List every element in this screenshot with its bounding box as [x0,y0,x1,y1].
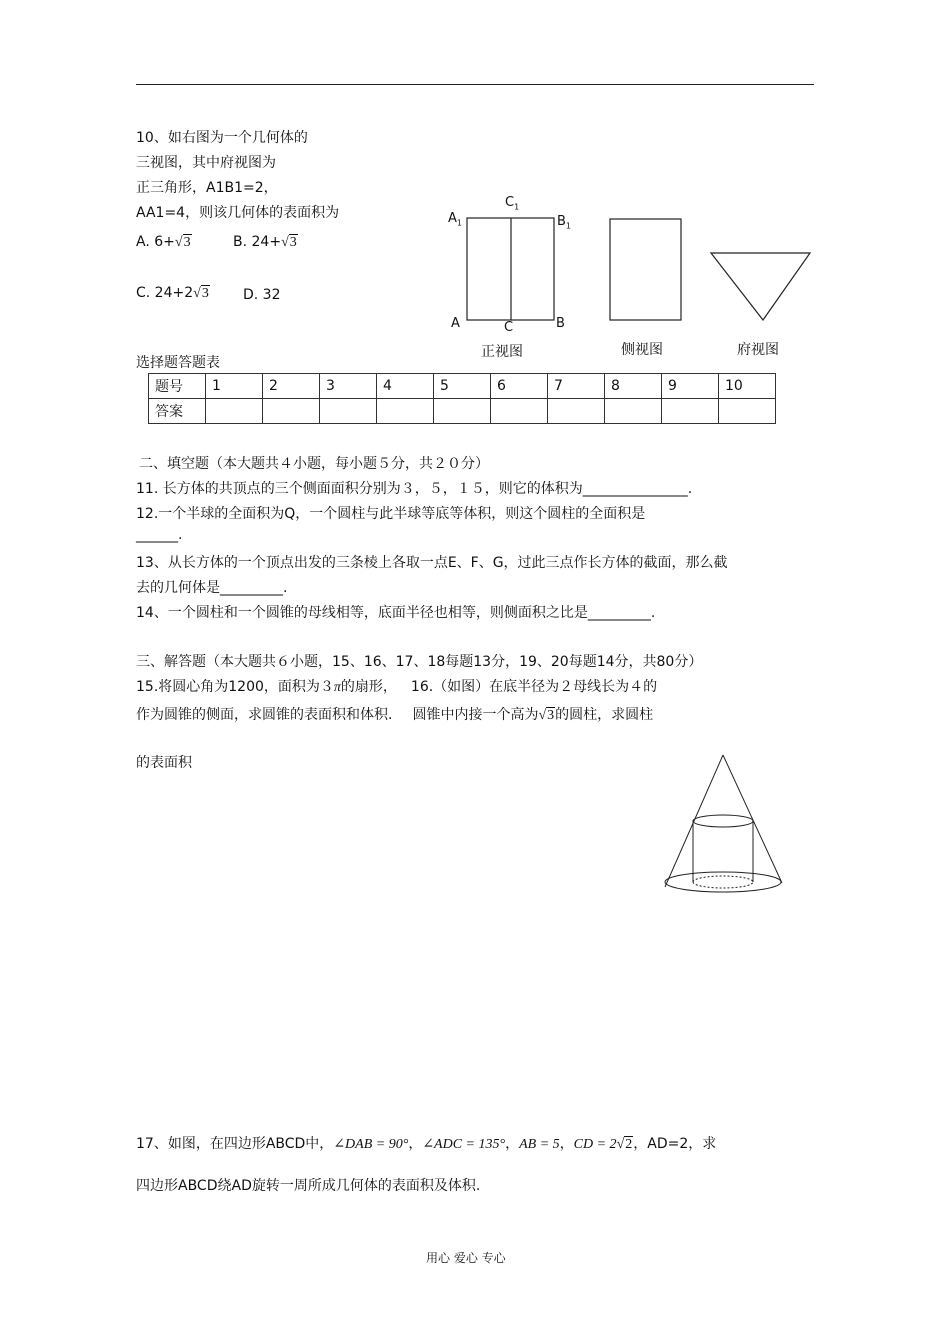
q17-ab: AB = 5 [519,1137,560,1152]
label-C: C [504,320,514,335]
top-view-caption: 府视图 [737,342,779,358]
q13-text-line2: 去的几何体是_________. [136,580,288,596]
option-b-text: B. 24+ [233,234,282,250]
answer-cell[interactable] [719,399,776,424]
answer-cell[interactable] [434,399,491,424]
sqrt-arg: 3 [183,235,191,250]
side-view-caption: 侧视图 [621,342,663,358]
col-number: 2 [263,374,320,399]
cone-left-edge [665,755,723,887]
q15-part1: 15.将圆心角为1200，面积为３ [136,679,334,695]
cylinder-base-back [693,876,753,882]
row-label-number: 题号 [149,374,206,399]
sqrt-arg: 2 [625,1137,633,1152]
label-A1 [448,211,462,228]
q16-line2-a: 圆锥中内接一个高为 [412,707,539,723]
front-view-caption: 正视图 [481,344,523,360]
answer-table-row-numbers [149,374,776,399]
side-view-rect [610,219,681,320]
sqrt-3: √3 [174,235,191,250]
answer-table-row-answers [149,399,776,424]
answer-cell[interactable] [206,399,263,424]
sqrt-arg: 3 [547,708,555,723]
q16-line3: 的表面积 [136,755,192,771]
q17-angle-dab: ∠DAB = 90° [333,1137,409,1152]
label-B1-sub: 1 [565,221,572,231]
q10-option-a [136,234,192,251]
q10-line2: 三视图，其中府视图为 [136,155,276,171]
col-number: 7 [548,374,605,399]
answer-cell[interactable] [491,399,548,424]
label-B: B [556,316,565,331]
sqrt-3: √3 [193,286,209,301]
q17-angle-adc: ∠ADC = 135° [422,1137,506,1152]
q10-line3: 正三角形，A1B1=2， [136,180,278,196]
answer-table-title: 选择题答题表 [136,355,220,371]
q15-line2 [136,704,653,724]
option-c-text: C. 24+2 [136,285,194,301]
q15-line1 [136,676,657,696]
col-number: 4 [377,374,434,399]
label-C1-sub: 1 [514,202,520,212]
col-number: 10 [719,374,776,399]
answer-cell[interactable] [320,399,377,424]
q15-part2: 的扇形， [340,679,397,695]
sqrt-arg: 3 [289,235,297,250]
header-rule [136,84,814,85]
q12-text-line2: ______. [136,527,183,543]
label-A: A [451,316,460,331]
label-A1-sub: 1 [456,218,462,228]
cone-base [665,872,781,892]
answer-cell[interactable] [605,399,662,424]
answer-cell[interactable] [263,399,320,424]
col-number: 3 [320,374,377,399]
label-B1-main: B [557,214,566,229]
q16-part1: 16.（如图）在底半径为２母线长为４的 [410,679,658,695]
q17-line1: 17、如图，在四边形ABCD中，∠DAB = 90°，∠ADC = 135°，AB = 5，CD = 2√2，AD=2，求 [136,1136,717,1152]
sqrt-3: √3 [281,235,297,250]
label-A1-main: A [448,211,457,226]
sqrt-arg: 3 [201,286,209,301]
q14-text: 14、一个圆柱和一个圆锥的母线相等，底面半径也相等，则侧面积之比是_________. [136,605,656,621]
q10-option-b [233,234,298,251]
row-label-answer: 答案 [149,399,206,424]
q17-pre: 17、如图，在四边形ABCD中， [136,1136,334,1152]
answer-cell[interactable] [548,399,605,424]
col-number: 9 [662,374,719,399]
col-number: 1 [206,374,263,399]
answer-table [148,373,776,424]
q13-text-line1: 13、从长方体的一个顶点出发的三条棱上各取一点E、F、G，过此三点作长方体的截面，那么截 [136,555,728,571]
q11-text: 11. 长方体的共顶点的三个侧面面积分别为３，５，１５，则它的体积为_______________. [136,481,693,497]
page-footer: 用心 爱心 专心 [426,1251,506,1265]
sqrt-3: √3 [538,708,555,723]
label-C1-main: C [505,195,515,210]
top-view-triangle [711,253,810,320]
q10-option-c [136,285,210,302]
q16-line2-b: 的圆柱，求圆柱 [555,707,654,723]
q10-option-d: D. 32 [243,287,281,303]
pi-symbol: π [333,680,341,695]
col-number: 8 [605,374,662,399]
cone-cylinder-figure [660,750,790,905]
col-number: 5 [434,374,491,399]
option-a-text: A. 6+ [136,234,175,250]
q15-line2-text: 作为圆锥的侧面，求圆锥的表面积和体积. [136,707,393,723]
section3-heading: 三、解答题（本大题共６小题，15、16、17、18每题13分，19、20每题14分，共80分） [136,654,703,670]
col-number: 6 [491,374,548,399]
q12-text-line1: 12.一个半球的全面积为Q，一个圆柱与此半球等底等体积，则这个圆柱的全面积是 [136,506,646,522]
q17-post: ，AD=2，求 [633,1136,717,1152]
sqrt-2: √2 [616,1137,633,1152]
answer-cell[interactable] [662,399,719,424]
section2-heading: 二、填空题（本大题共４小题，每小题５分，共２０分） [139,456,489,472]
q17-line2: 四边形ABCD绕AD旋转一周所成几何体的表面积及体积. [136,1178,481,1194]
cylinder-base-front [693,882,753,888]
label-C1 [505,195,519,212]
label-B1 [557,214,571,231]
cylinder-top [693,815,753,827]
q10-line4: AA1=4，则该几何体的表面积为 [136,205,340,221]
q17-cd: CD = 2 [573,1137,617,1152]
q10-line1: 10、如右图为一个几何体的 [136,130,308,146]
answer-cell[interactable] [377,399,434,424]
